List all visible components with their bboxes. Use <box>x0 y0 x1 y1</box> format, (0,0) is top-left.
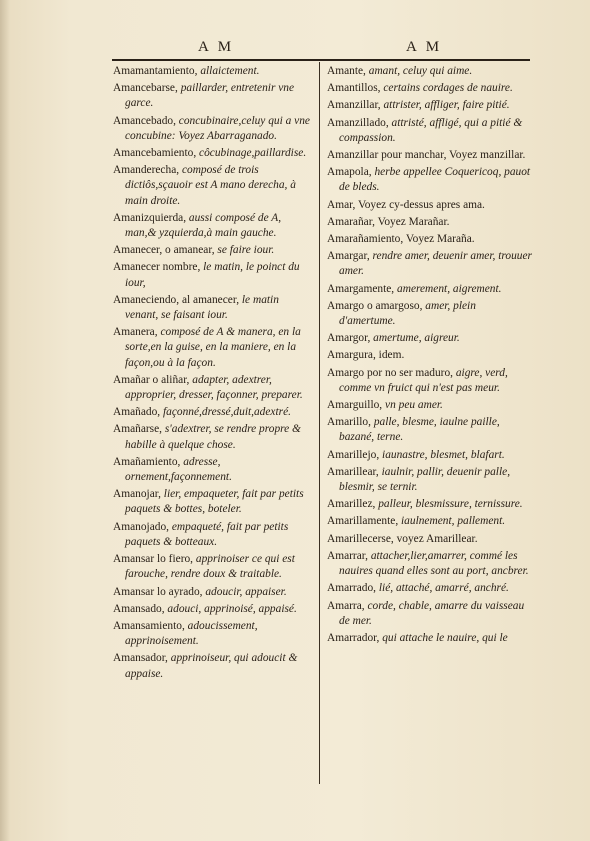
dictionary-entry <box>327 98 533 113</box>
dictionary-entry <box>113 243 313 258</box>
dictionary-entry <box>113 373 313 403</box>
dictionary-entry <box>327 497 533 512</box>
dictionary-entry <box>113 585 313 600</box>
dictionary-entry <box>113 619 313 649</box>
entry-definition: rendre amer, deuenir amer, trouuer amer. <box>339 250 532 278</box>
entry-definition: herbe appellee Coquericoq, pauot de bleds. <box>339 166 531 194</box>
dictionary-entry <box>113 64 313 79</box>
page-gutter-shadow <box>0 0 10 841</box>
entry-definition: amant, celuy qui aime. <box>365 65 473 77</box>
entry-headword: Amantillos, <box>327 82 381 95</box>
entry-definition: adoucissement, apprinoisement. <box>125 619 258 648</box>
entry-headword: Amanzillar, <box>327 99 381 112</box>
entry-definition: iaulnement, pallement. <box>398 515 506 528</box>
entry-definition: adapter, adextrer, approprier, dresser, façonner, preparer. <box>125 373 303 402</box>
dictionary-entry <box>327 81 533 96</box>
entry-definition: amertume, aigreur. <box>370 332 460 345</box>
dictionary-entry <box>327 549 533 579</box>
entry-headword: Amarillez, <box>327 498 376 511</box>
entry-headword: Amanecer, o amanear, <box>113 244 215 257</box>
entry-headword: Amanojar, <box>113 488 161 501</box>
dictionary-entry <box>327 532 533 547</box>
dictionary-entry <box>327 331 533 346</box>
dictionary-entry <box>327 465 533 495</box>
entry-definition: lié, attaché, amarré, anchré. <box>376 582 509 595</box>
entry-headword: Amanizquierda, <box>113 211 187 224</box>
dictionary-entry <box>113 405 313 420</box>
dictionary-entry <box>113 520 313 550</box>
entry-headword: Amarillear, <box>327 465 379 478</box>
entry-definition: apprinoiseur, qui adoucit & appaise. <box>125 652 298 680</box>
dictionary-entry <box>327 581 533 596</box>
dictionary-entry <box>327 299 533 329</box>
entry-headword: Amarañamiento, Voyez Maraña. <box>327 233 475 246</box>
entry-headword: Amañarse, <box>113 423 163 436</box>
entry-headword: Amarañar, Voyez Marañar. <box>327 215 450 228</box>
dictionary-entry <box>327 116 533 146</box>
entry-headword: Amanera, <box>113 326 158 339</box>
entry-definition: iaulnir, pallir, deuenir palle, blesmir, se ternir. <box>339 465 511 494</box>
entry-headword: Amarillamente, <box>327 515 399 528</box>
entry-headword: Amansado, <box>113 602 165 615</box>
entry-headword: Amante, <box>327 65 366 77</box>
dictionary-entry <box>327 631 533 646</box>
entry-headword: Amargor, <box>327 332 371 345</box>
entry-headword: Amarrado, <box>327 582 377 595</box>
entry-definition: aussi composé de A, man,& yzquierda,à main gauche. <box>125 211 282 240</box>
entry-definition: amer, plein d'amertume. <box>339 299 476 328</box>
entry-headword: Amaneciendo, al amanecer, <box>113 293 240 306</box>
entry-headword: Amarrador, <box>327 631 380 644</box>
entry-headword: Amansar lo ayrado, <box>113 585 203 598</box>
running-header <box>112 39 528 56</box>
entry-definition: empaqueté, fait par petits paquets & botteaux. <box>125 520 289 548</box>
entry-headword: Amarra, <box>327 599 365 612</box>
dictionary-entry <box>113 114 313 144</box>
entry-definition: adouci, apprinoisé, appaisé. <box>164 602 297 615</box>
entry-definition: qui attache le nauire, qui le <box>379 631 508 644</box>
entry-headword: Amarillecerse, voyez Amarillear. <box>327 532 478 545</box>
dictionary-entry <box>113 163 313 209</box>
entry-definition: attacher,lier,amarrer, commé les nauires quand elles sont au port, ancbrer. <box>339 549 529 578</box>
entry-definition: certains cordages de nauire. <box>380 82 513 95</box>
entry-definition: attristé, affligé, qui a pitié & compassion. <box>339 116 523 144</box>
dictionary-entry <box>113 487 313 517</box>
dictionary-entry <box>113 602 313 617</box>
dictionary-entry <box>327 165 533 195</box>
header-right: A M <box>405 39 443 55</box>
entry-definition: corde, chable, amarre du vaisseau de mer. <box>339 599 525 627</box>
dictionary-entry <box>113 325 313 371</box>
entry-headword: Amarrar, <box>327 549 368 562</box>
entry-definition: s'adextrer, se rendre propre & habille à quelque chose. <box>125 423 301 451</box>
entry-definition: côcubinage,paillardise. <box>196 147 307 160</box>
entry-definition: adoucir, appaiser. <box>202 585 287 598</box>
dictionary-entry <box>327 249 533 279</box>
entry-definition: palleur, blesmissure, ternissure. <box>375 498 523 511</box>
entry-definition: aigre, verd, comme vn fruict qui n'est pas meur. <box>339 366 508 394</box>
entry-definition: allaictement. <box>197 65 260 77</box>
dictionary-entry <box>113 293 313 323</box>
header-rule <box>112 59 530 61</box>
entry-definition: le matin venant, se faisant iour. <box>125 293 279 322</box>
entry-headword: Amanecer nombre, <box>113 261 201 274</box>
dictionary-entry <box>327 448 533 463</box>
entry-headword: Amanojado, <box>113 520 169 533</box>
entry-headword: Amargo o amargoso, <box>327 299 423 312</box>
dictionary-entry <box>327 215 533 230</box>
left-column <box>113 64 313 684</box>
dictionary-entry <box>113 651 313 681</box>
entry-headword: Amansador, <box>113 652 168 665</box>
entry-headword: Amancebado, <box>113 114 176 127</box>
entry-headword: Amargar, <box>327 250 370 263</box>
dictionary-entry <box>327 599 533 629</box>
entry-headword: Amancebarse, <box>113 82 178 95</box>
entry-definition: se faire iour. <box>214 244 275 257</box>
entry-headword: Amarillo, <box>327 416 371 429</box>
entry-headword: Amanzillar pour manchar, Voyez manzillar. <box>327 149 526 162</box>
entry-headword: Amamantamiento, <box>113 65 198 77</box>
dictionary-entry <box>327 415 533 445</box>
entry-definition: paillarder, entretenir vne garce. <box>125 82 295 110</box>
entry-headword: Amañado, <box>113 406 161 419</box>
entry-headword: Amancebamiento, <box>113 147 197 160</box>
dictionary-entry <box>327 64 533 79</box>
entry-headword: Amañar o aliñar, <box>113 373 190 386</box>
dictionary-entry <box>113 260 313 290</box>
header-left: A M <box>197 39 235 55</box>
entry-headword: Amañamiento, <box>113 455 181 468</box>
entry-headword: Amarillejo, <box>327 448 380 461</box>
entry-definition: iaunastre, blesmet, blafart. <box>379 448 505 461</box>
entry-headword: Amapola, <box>327 166 372 179</box>
entry-headword: Amargura, idem. <box>327 349 405 362</box>
entry-headword: Amansar lo fiero, <box>113 553 194 566</box>
entry-definition: amerement, aigrement. <box>394 282 502 295</box>
entry-definition: composé de trois dictiôs,sçauoir est A mano derecha, à main droite. <box>125 164 296 207</box>
dictionary-entry <box>327 366 533 396</box>
entry-definition: le matin, le poinct du iour, <box>125 261 300 289</box>
column-divider <box>319 62 320 784</box>
dictionary-entry <box>113 146 313 161</box>
dictionary-entry <box>327 282 533 297</box>
dictionary-entry <box>327 514 533 529</box>
entry-definition: adresse, ornement,façonnement. <box>125 455 232 484</box>
entry-headword: Amar, Voyez cy-dessus apres ama. <box>327 198 485 211</box>
dictionary-entry <box>113 455 313 485</box>
entry-headword: Amargo por no ser maduro, <box>327 366 454 379</box>
entry-headword: Amargamente, <box>327 282 395 295</box>
dictionary-entry <box>327 348 533 363</box>
dictionary-entry <box>327 398 533 413</box>
entry-definition: concubinaire,celuy qui a vne concubine: Voyez Abarraganado. <box>125 114 310 142</box>
dictionary-entry <box>113 552 313 582</box>
entry-definition: vn peu amer. <box>382 399 443 412</box>
dictionary-entry <box>327 198 533 213</box>
entry-definition: lier, empaqueter, fait par petits paquets & bottes, boteler. <box>125 488 304 516</box>
entry-headword: Amanzillado, <box>327 116 389 129</box>
entry-headword: Amanderecha, <box>113 164 180 177</box>
entry-definition: palle, blesme, iaulne paille, bazané, terne. <box>339 416 500 444</box>
dictionary-entry <box>113 211 313 241</box>
entry-definition: composé de A & manera, en la sorte,en la guise, en la maniere, en la façon,ou à la façon. <box>125 326 301 369</box>
right-column <box>327 64 533 648</box>
entry-definition: façonné,dressé,duit,adextré. <box>160 406 291 419</box>
entry-headword: Amarguillo, <box>327 399 383 412</box>
dictionary-entry <box>327 148 533 163</box>
dictionary-entry <box>113 81 313 111</box>
entry-headword: Amansamiento, <box>113 619 185 632</box>
dictionary-entry <box>327 232 533 247</box>
entry-definition: attrister, affliger, faire pitié. <box>380 99 510 112</box>
dictionary-entry <box>113 422 313 452</box>
entry-definition: apprinoiser ce qui est farouche, rendre doux & traitable. <box>125 553 295 581</box>
